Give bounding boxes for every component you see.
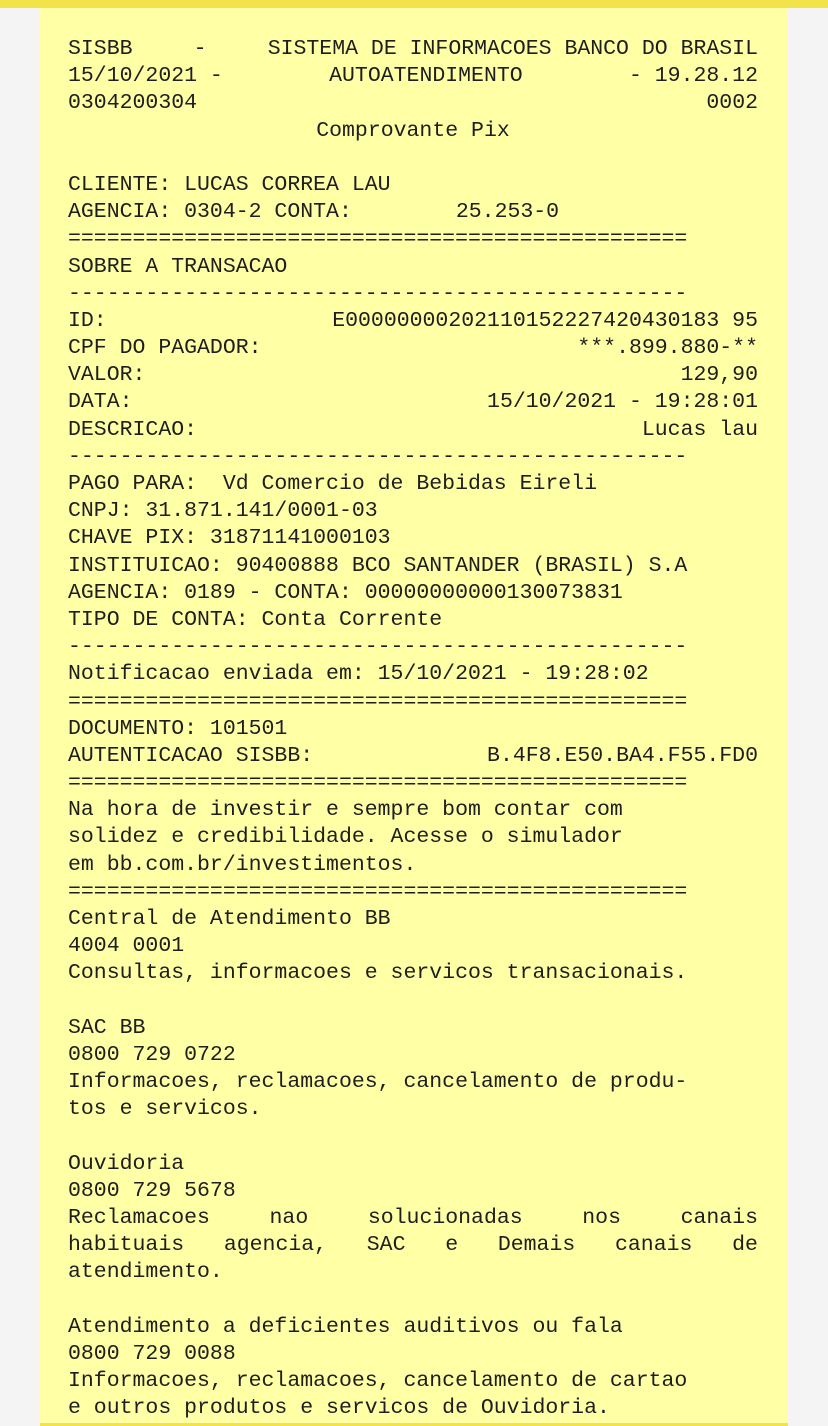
- client-agency: AGENCIA: 0304-2 CONTA:: [68, 200, 352, 225]
- separator-double: ================================================: [68, 227, 688, 252]
- payee-institution: INSTITUICAO: 90400888 BCO SANTANDER (BRASIL) S.A: [68, 553, 688, 578]
- separator-single: ------------------------------------------------: [68, 444, 688, 469]
- terminal-code: 0304200304: [68, 91, 198, 116]
- accessibility-description: e outros produtos e servicos de Ouvidoria.: [68, 1396, 610, 1421]
- id-label: ID:: [68, 308, 107, 333]
- separator-single: ------------------------------------------------: [68, 635, 688, 660]
- accessibility-phone: 0800 729 0088: [68, 1342, 236, 1366]
- header-date: 15/10/2021 -: [68, 64, 223, 89]
- ouvidoria-word: agencia,: [223, 1233, 328, 1258]
- central-description: Consultas, informacoes e servicos transacionais.: [68, 961, 688, 986]
- ouvidoria-description-line-1: [68, 1205, 758, 1232]
- client-account: [68, 199, 758, 226]
- transaction-row-data: [68, 389, 758, 416]
- promo-line: em bb.com.br/investimentos.: [68, 852, 417, 877]
- central-phone: 4004 0001: [68, 934, 185, 959]
- authentication-row: [68, 743, 758, 770]
- header-line-2: [68, 63, 758, 90]
- ouvidoria-phone: 0800 729 5678: [68, 1178, 236, 1203]
- ouvidoria-word: canais: [680, 1206, 758, 1231]
- sac-description: Informacoes, reclamacoes, cancelamento de produ-: [68, 1070, 688, 1095]
- terminal-seq: 0002: [706, 91, 758, 116]
- ouvidoria-word: nos: [582, 1206, 621, 1231]
- authentication-label: AUTENTICACAO SISBB:: [68, 743, 314, 768]
- separator-single: ------------------------------------------------: [68, 281, 688, 306]
- payee-name: PAGO PARA: Vd Comercio de Bebidas Eireli: [68, 472, 597, 496]
- header-time: - 19.28.12: [628, 64, 758, 89]
- cpf-value: ***.899.880-**: [577, 336, 758, 361]
- ouvidoria-word: nao: [269, 1206, 309, 1231]
- ouvidoria-word: Demais: [497, 1233, 576, 1258]
- client-account-number: 25.253-0: [455, 200, 560, 225]
- ouvidoria-word: solucionadas: [367, 1206, 523, 1231]
- accessibility-title: Atendimento a deficientes auditivos ou fala: [68, 1314, 623, 1339]
- system-name: SISTEMA DE INFORMACOES BANCO DO BRASIL: [267, 37, 758, 61]
- valor-value: 129,90: [680, 363, 758, 388]
- blank-line: [68, 145, 758, 172]
- blank-line: [68, 988, 758, 1015]
- cpf-label: CPF DO PAGADOR:: [68, 336, 262, 361]
- descricao-value: Lucas lau: [641, 417, 758, 442]
- id-value: E00000000202110152227420430183 95: [332, 308, 758, 333]
- descricao-label: DESCRICAO:: [68, 417, 198, 442]
- central-title: Central de Atendimento BB: [68, 907, 391, 931]
- payee-account: AGENCIA: 0189 - CONTA: 00000000000130073831: [68, 580, 623, 605]
- data-label: DATA:: [68, 390, 133, 415]
- data-value: 15/10/2021 - 19:28:01: [487, 390, 758, 415]
- notification-sent: Notificacao enviada em: 15/10/2021 - 19:28:02: [68, 662, 649, 687]
- transaction-row-valor: [68, 362, 758, 389]
- header-mode: AUTOATENDIMENTO: [329, 64, 523, 89]
- separator-double: ================================================: [68, 689, 688, 714]
- ouvidoria-description-line-3: atendimento.: [68, 1260, 223, 1285]
- payee-cnpj: CNPJ: 31.871.141/0001-03: [68, 499, 378, 524]
- header-line-3: [68, 90, 758, 117]
- separator-double: ================================================: [68, 771, 688, 796]
- payee-account-type: TIPO DE CONTA: Conta Corrente: [68, 607, 443, 632]
- ouvidoria-title: Ouvidoria: [68, 1151, 185, 1176]
- ouvidoria-description-line-2: [68, 1232, 758, 1259]
- accessibility-description: Informacoes, reclamacoes, cancelamento de cartao: [68, 1369, 688, 1394]
- payee-pix-key: CHAVE PIX: 31871141000103: [68, 526, 391, 551]
- transaction-row-cpf: [68, 335, 758, 362]
- sac-description: tos e servicos.: [68, 1097, 262, 1122]
- valor-label: VALOR:: [68, 363, 146, 388]
- promo-line: Na hora de investir e sempre bom contar com: [68, 798, 623, 823]
- transaction-row-descricao: [68, 417, 758, 444]
- ouvidoria-word: habituais: [68, 1233, 185, 1258]
- header-line-1: [68, 36, 758, 63]
- ouvidoria-word: Reclamacoes: [68, 1206, 210, 1231]
- receipt-content: [68, 36, 758, 1423]
- transaction-row-id: [68, 308, 758, 335]
- receipt-title: Comprovante Pix: [316, 118, 510, 143]
- sac-title: SAC BB: [68, 1015, 146, 1040]
- ouvidoria-word: canais: [614, 1233, 693, 1258]
- ouvidoria-word: de: [732, 1233, 758, 1258]
- document-number: DOCUMENTO: 101501: [68, 716, 288, 741]
- blank-line: [68, 1287, 758, 1314]
- separator-double: ================================================: [68, 879, 688, 904]
- transaction-heading: SOBRE A TRANSACAO: [68, 254, 288, 279]
- sac-phone: 0800 729 0722: [68, 1042, 236, 1067]
- ouvidoria-word: SAC: [366, 1233, 406, 1258]
- pix-receipt: [40, 8, 788, 1426]
- client-name: CLIENTE: LUCAS CORREA LAU: [68, 172, 391, 197]
- top-accent-bar: [0, 0, 828, 8]
- authentication-value: B.4F8.E50.BA4.F55.FD0: [487, 743, 758, 768]
- ouvidoria-word: e: [445, 1233, 459, 1258]
- promo-line: solidez e credibilidade. Acesse o simulador: [68, 825, 623, 850]
- spacer: [352, 199, 456, 226]
- system-code: SISBB: [68, 37, 133, 61]
- blank-line: [68, 1124, 758, 1151]
- header-dash: -: [193, 37, 207, 61]
